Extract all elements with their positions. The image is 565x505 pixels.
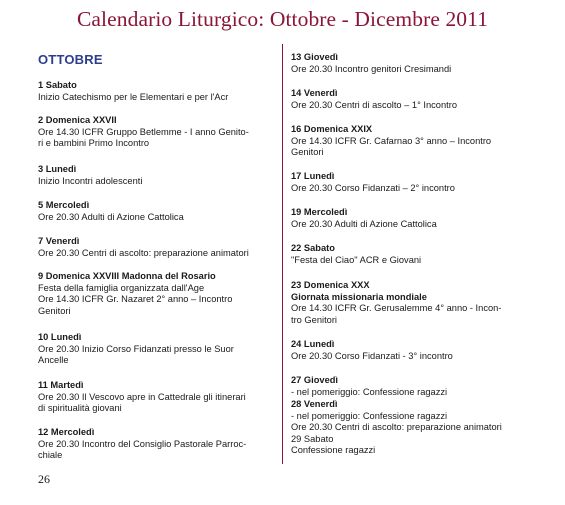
calendar-entry <box>291 280 541 326</box>
entry-text: di spiritualità giovani <box>38 403 122 413</box>
entry-date: 27 Giovedì <box>291 375 339 385</box>
entry-text: "Festa del Ciao" ACR e Giovani <box>291 254 422 265</box>
entry-text: Ancelle <box>38 355 69 365</box>
entry-date: 5 Mercoledì <box>38 200 90 210</box>
calendar-entry <box>291 207 541 230</box>
calendar-entry <box>291 88 541 111</box>
entry-date: 1 Sabato <box>38 80 77 90</box>
entry-text: tro Genitori <box>291 314 337 325</box>
entry-text: chiale <box>38 450 63 460</box>
entry-text: ri e bambini Primo Incontro <box>38 138 150 148</box>
entry-date: 10 Lunedì <box>38 332 82 342</box>
entry-date: 28 Venerdì <box>291 399 338 409</box>
entry-date: 23 Domenica XXX <box>291 280 370 290</box>
entry-text: Ore 14.30 ICFR Gr. Gerusalemme 4° anno - Incon- <box>291 303 502 313</box>
calendar-entry <box>291 124 541 159</box>
calendar-entry <box>38 80 283 103</box>
calendar-entry <box>38 332 283 367</box>
entry-date: 12 Mercoledì <box>38 427 95 437</box>
entry-date: 22 Sabato <box>291 243 335 253</box>
entry-text: Confessione ragazzi <box>291 445 376 455</box>
calendar-entry <box>291 243 541 266</box>
entry-text: Ore 14.30 ICFR Gruppo Betlemme - I anno Genito- <box>38 126 249 137</box>
entry-date: 19 Mercoledì <box>291 207 348 217</box>
entry-date: 16 Domenica XXIX <box>291 124 373 134</box>
entry-date: 2 Domenica XXVII <box>38 115 117 125</box>
calendar-entry <box>291 171 541 194</box>
entry-text: Ore 20.30 Centri di ascolto: preparazione animatori <box>38 247 249 258</box>
calendar-entry <box>38 164 283 187</box>
entry-text: Ore 20.30 Centri di ascolto – 1° Incontro <box>291 99 457 110</box>
calendar-entry <box>38 115 283 150</box>
entry-date: 9 Domenica XXVIII Madonna del Rosario <box>38 271 216 281</box>
entry-text: Ore 20.30 Corso Fidanzati - 3° incontro <box>291 350 453 361</box>
entry-text: - nel pomeriggio: Confessione ragazzi <box>291 386 448 397</box>
entry-text: Ore 20.30 Inizio Corso Fidanzati presso le Suor <box>38 343 234 354</box>
entry-text: Genitori <box>291 147 324 157</box>
entry-text: Genitori <box>38 305 71 316</box>
calendar-entry <box>291 52 541 75</box>
entry-text: Ore 14.30 ICFR Gr. Cafarnao 3° anno – Incontro <box>291 135 492 146</box>
calendar-entry <box>38 236 283 259</box>
calendar-entry <box>291 399 541 457</box>
entry-text: - nel pomeriggio: Confessione ragazzi <box>291 410 448 421</box>
page-number: 26 <box>38 472 50 486</box>
entry-text: 29 Sabato <box>291 433 334 444</box>
entry-text: Ore 20.30 Il Vescovo apre in Cattedrale gli itinerari <box>38 391 246 402</box>
entry-text: Inizio Catechismo per le Elementari e per l'Acr <box>38 91 229 102</box>
calendar-entry <box>38 380 283 415</box>
entry-date: 11 Martedì <box>38 380 84 390</box>
entry-subtitle: Giornata missionaria mondiale <box>291 291 427 302</box>
entry-text: Ore 14.30 ICFR Gr. Nazaret 2° anno – Incontro <box>38 294 233 304</box>
section-heading-ottobre: OTTOBRE <box>38 52 103 67</box>
entry-text: Ore 20.30 Centri di ascolto: preparazione animatori <box>291 422 502 432</box>
entry-date: 13 Giovedì <box>291 52 339 62</box>
entry-date: 24 Lunedì <box>291 339 335 349</box>
calendar-entry <box>291 375 541 398</box>
entry-date: 17 Lunedì <box>291 171 335 181</box>
entry-text: Inizio Incontri adolescenti <box>38 175 143 186</box>
entry-date: 14 Venerdì <box>291 88 338 98</box>
entry-text: Festa della famiglia organizzata dall'Age <box>38 282 205 293</box>
entry-date: 7 Venerdì <box>38 236 80 246</box>
entry-date: 3 Lunedì <box>38 164 77 174</box>
entry-text: Ore 20.30 Incontro del Consiglio Pastorale Parroc- <box>38 438 247 449</box>
calendar-entry <box>38 427 283 462</box>
entry-text: Ore 20.30 Adulti di Azione Cattolica <box>38 211 184 222</box>
entry-text: Ore 20.30 Corso Fidanzati – 2° incontro <box>291 182 455 193</box>
entry-text: Ore 20.30 Adulti di Azione Cattolica <box>291 218 437 229</box>
entry-text: Ore 20.30 Incontro genitori Cresimandi <box>291 63 452 74</box>
calendar-entry <box>38 200 283 223</box>
page-title: Calendario Liturgico: Ottobre - Dicembre 2011 <box>76 7 489 31</box>
calendar-entry <box>291 339 541 362</box>
calendar-entry <box>38 271 283 317</box>
